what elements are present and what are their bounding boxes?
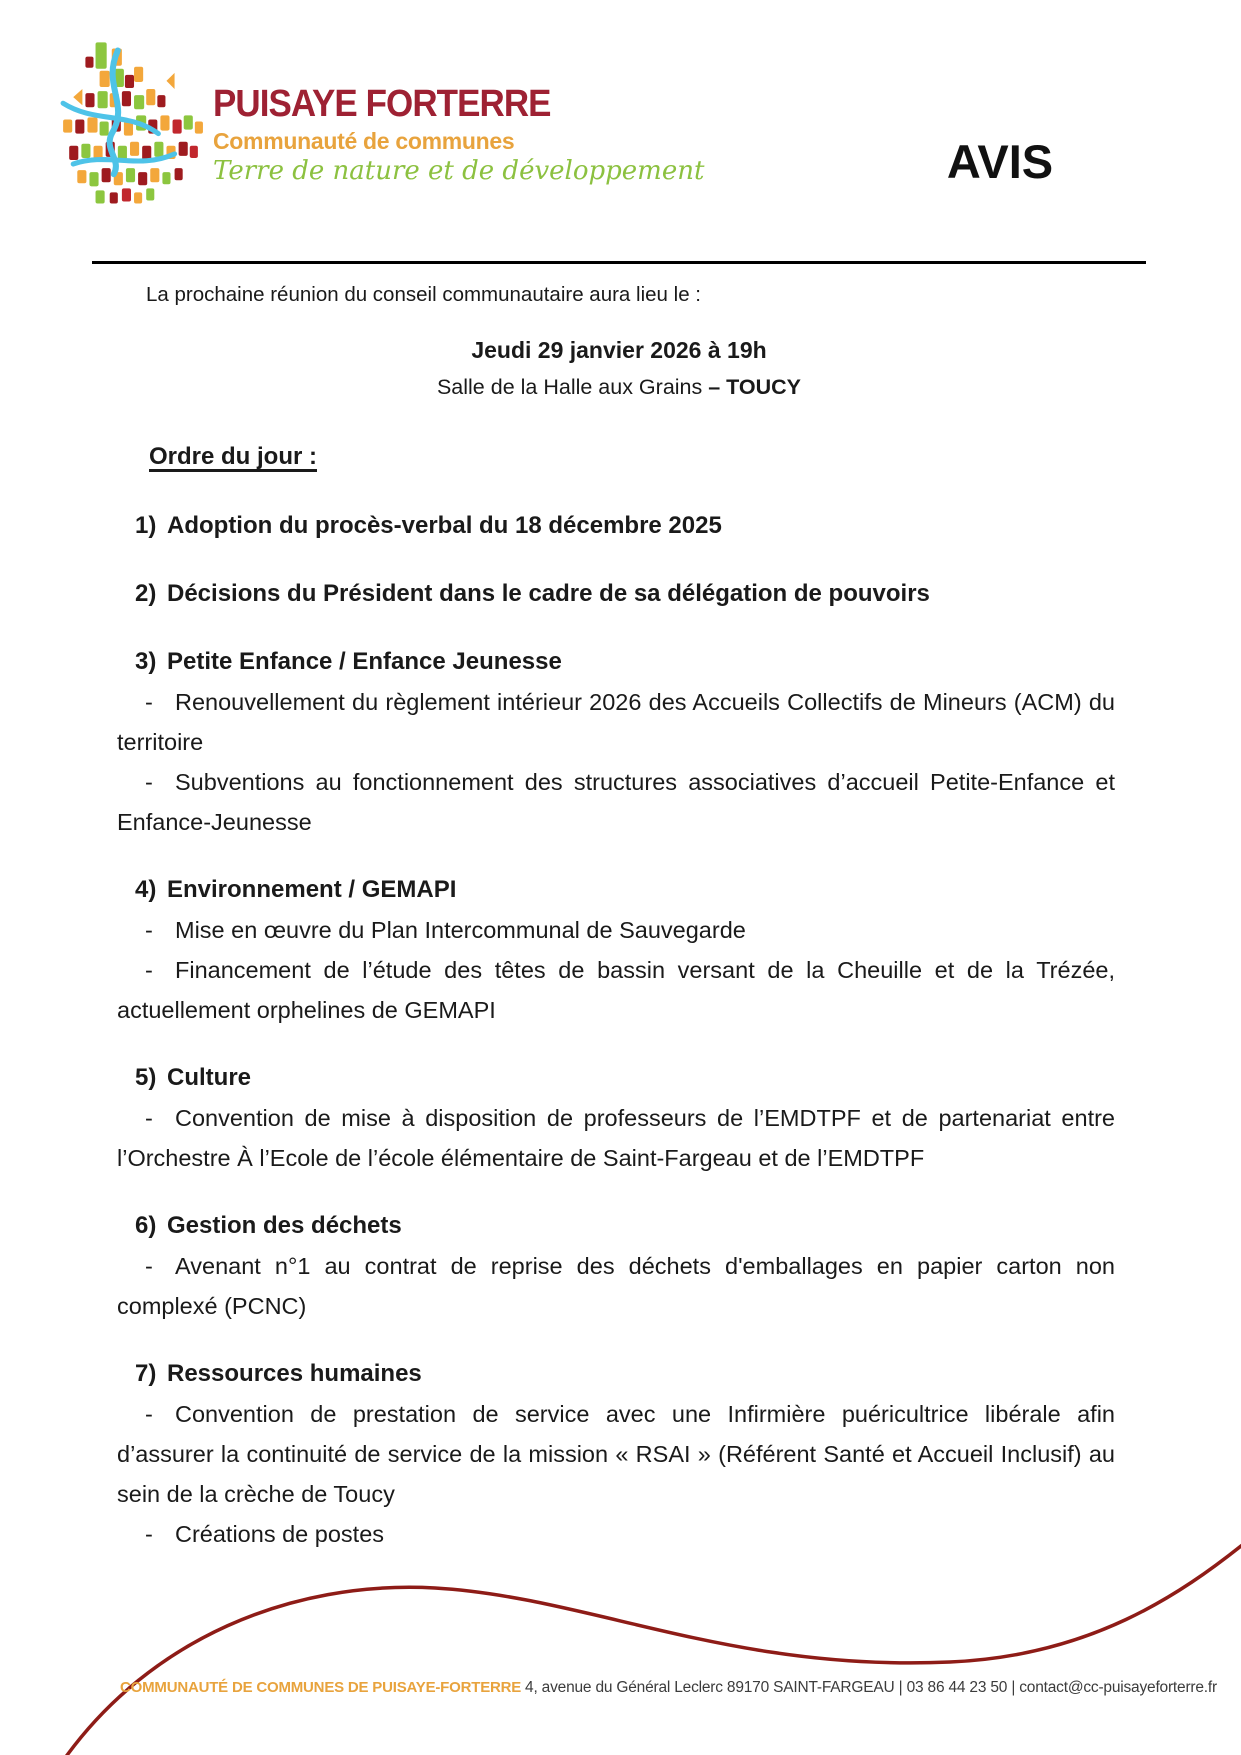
agenda-sub-item-dash: - [145,1401,153,1427]
agenda-sub-item: - Mise en œuvre du Plan Intercommunal de Sauvegarde [117,910,1115,950]
agenda-item-heading [117,1354,1115,1394]
footer-org-name: COMMUNAUTÉ DE COMMUNES DE PUISAYE-FORTERRE [120,1679,522,1696]
agenda-item [117,642,1115,842]
agenda-sub-item-dash: - [145,1105,153,1131]
agenda-item-heading [117,870,1115,910]
agenda-sub-item-dash: - [145,917,153,943]
agenda-item-number: 5) [135,1064,157,1091]
agenda-sub-item: - Convention de mise à disposition de professeurs de l’EMDTPF et de partenariat entre l’Orchestre À l’Ecole de l’école élémentaire de Saint-Fargeau et de l’EMDTPF [117,1098,1115,1178]
agenda-item-title: Gestion des déchets [167,1212,402,1239]
agenda-sub-item-dash: - [145,1253,153,1279]
footer-wave-decoration [0,1540,1241,1755]
meeting-date: Jeudi 29 janvier 2026 à 19h [471,337,767,363]
meeting-info [92,337,1146,400]
agenda-sub-item-dash: - [145,769,153,795]
agenda-item-heading [117,642,1115,682]
agenda-item-number: 7) [135,1360,157,1387]
logo-subtitle: Communauté de communes [213,127,515,154]
agenda-item-title: Petite Enfance / Enfance Jeunesse [167,648,562,675]
agenda-item [117,574,1115,614]
agenda-item-title: Culture [167,1064,251,1091]
agenda-item [117,1354,1115,1554]
logo-title: PUISAYE FORTERRE [213,83,551,125]
agenda-sub-item: - Convention de prestation de service avec une Infirmière puéricultrice libérale afin d’assurer la continuité de service de la mission « RSAI » (Référent Santé et Accueil Inclusif) au sein de la crèche de Toucy [117,1394,1115,1514]
agenda-item-number: 4) [135,876,157,903]
footer-address: 4, avenue du Général Leclerc 89170 SAINT-FARGEAU | 03 86 44 23 50 | contact@cc-puisayeforterre.fr [525,1679,1217,1696]
logo-text-block [213,84,704,187]
meeting-location-prefix: Salle de la Halle aux Grains [436,375,709,399]
agenda-item-heading [117,1058,1115,1098]
agenda-item [117,870,1115,1030]
agenda-item-title: Environnement / GEMAPI [167,876,457,903]
territory-mosaic-logo-icon [55,40,207,208]
agenda-item [117,1058,1115,1178]
meeting-location-city: – TOUCY [708,375,802,399]
agenda-sub-item: - Renouvellement du règlement intérieur 2026 des Accueils Collectifs de Mineurs (ACM) du territoire [117,682,1115,762]
agenda-item-heading [117,506,1115,546]
agenda-list [117,506,1115,1582]
meeting-location [92,375,1146,400]
agenda-item-number: 6) [135,1212,157,1239]
agenda-item [117,1206,1115,1326]
agenda-sub-item: - Créations de postes [117,1514,1115,1554]
agenda-heading: Ordre du jour : [149,443,317,470]
agenda-sub-item-dash: - [145,689,153,715]
agenda-item-title: Décisions du Président dans le cadre de sa délégation de pouvoirs [167,580,930,607]
header-divider [92,261,1146,264]
agenda-sub-item-dash: - [145,957,153,983]
agenda-item-number: 1) [135,512,157,539]
agenda-item-number: 3) [135,648,157,675]
agenda-item-number: 2) [135,580,157,607]
agenda-item-heading [117,574,1115,614]
footer-contact-line [120,1679,1235,1697]
agenda-sub-item-dash: - [145,1521,153,1547]
agenda-item-title: Adoption du procès-verbal du 18 décembre 2025 [167,512,722,539]
agenda-sub-item: - Financement de l’étude des têtes de bassin versant de la Cheuille et de la Trézée, actuellement orphelines de GEMAPI [117,950,1115,1030]
agenda-item-title: Ressources humaines [167,1360,422,1387]
intro-text: La prochaine réunion du conseil communautaire aura lieu le : [146,283,701,306]
agenda-item [117,506,1115,546]
logo-tagline: Terre de nature et de développement [213,156,705,187]
agenda-item-heading [117,1206,1115,1246]
agenda-sub-item: - Subventions au fonctionnement des structures associatives d’accueil Petite-Enfance et Enfance-Jeunesse [117,762,1115,842]
agenda-sub-item: - Avenant n°1 au contrat de reprise des déchets d'emballages en papier carton non complexé (PCNC) [117,1246,1115,1326]
document-type-title: AVIS [946,135,1054,188]
